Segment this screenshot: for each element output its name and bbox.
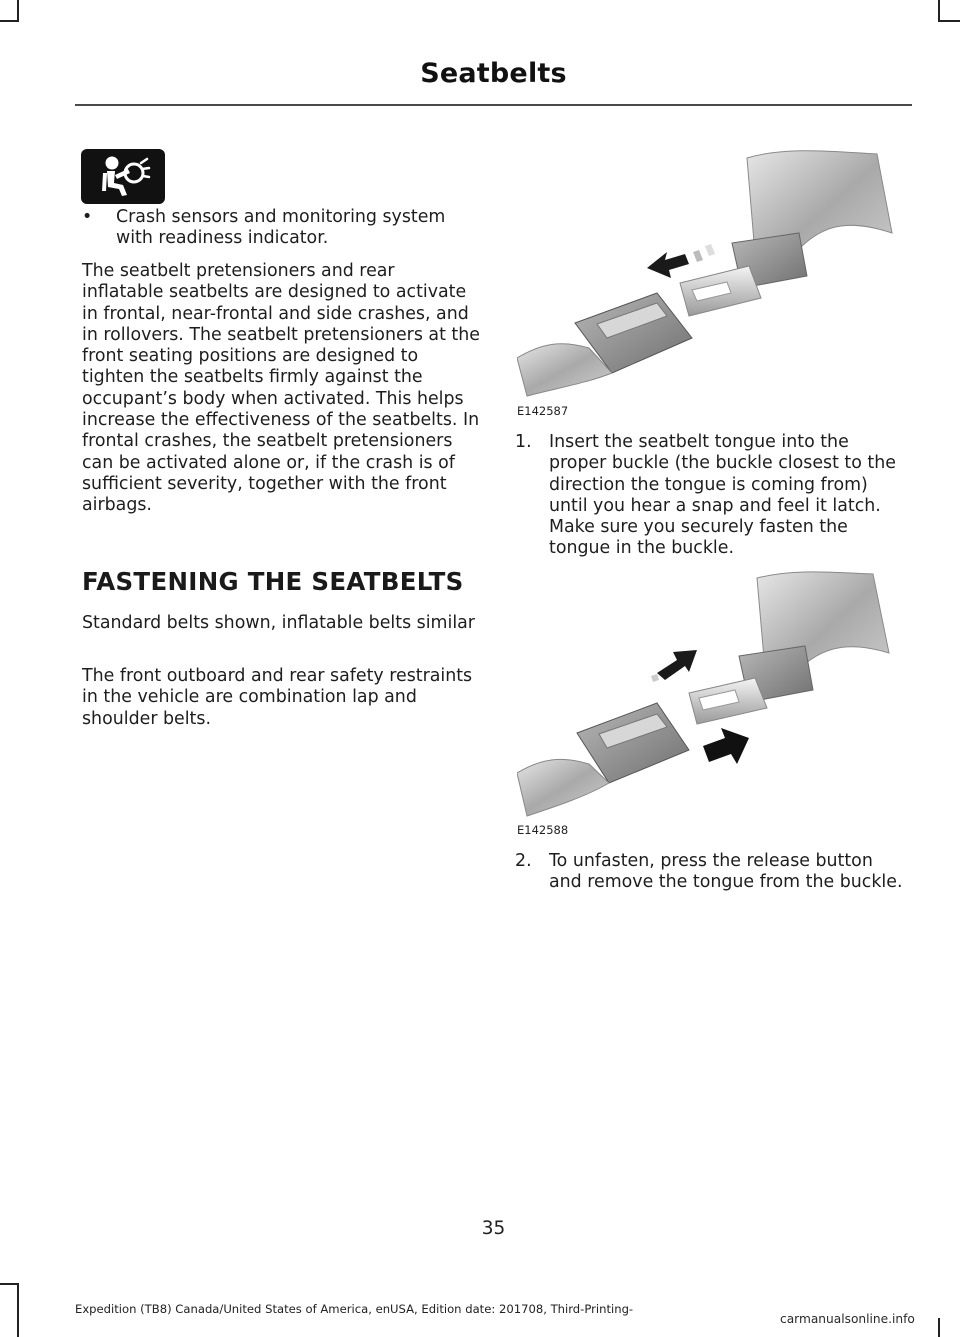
- crop-mark-bottom-left-vertical: [17, 1283, 19, 1337]
- seatbelt-release-illustration: [517, 568, 897, 820]
- crop-mark-top-left-vertical: [17, 0, 19, 22]
- figure-label: E142587: [517, 404, 569, 418]
- paragraph-standard-belts: Standard belts shown, inflatable belts similar: [82, 613, 475, 633]
- header-divider: [75, 104, 912, 106]
- bullet-text: Crash sensors and monitoring system with readiness indicator.: [116, 207, 446, 249]
- section-heading: FASTENING THE SEATBELTS: [82, 567, 464, 596]
- bullet-symbol: •: [82, 207, 93, 227]
- seatbelt-insert-illustration: [517, 148, 897, 400]
- crop-mark-top-right-vertical: [938, 0, 940, 22]
- page-number: 35: [481, 1218, 506, 1239]
- paragraph-pretensioners: The seatbelt pretensioners and rear inflatable seatbelts are designed to activate in frontal, near-frontal and side crashes, and in rollovers. The seatbelt pretensioners at the front seating positions are designed to tighten the seatbelts firmly against the occupant’s body when activated. This helps increase the effectiveness of the seatbelts. In frontal crashes, the seatbelt pretensioners can be activated alone or, if the crash is of sufficient severity, together with the front airbags.: [82, 261, 480, 516]
- airbag-warning-icon: [81, 149, 165, 204]
- figure-label: E142588: [517, 823, 569, 837]
- crop-mark-top-right-horizontal: [938, 20, 960, 22]
- page-title: Seatbelts: [420, 58, 567, 89]
- watermark: carmanualsonline.info: [780, 1312, 915, 1326]
- paragraph-front-outboard: The front outboard and rear safety restraints in the vehicle are combination lap and shoulder belts.: [82, 666, 473, 729]
- crop-mark-bottom-left-horizontal: [0, 1283, 19, 1285]
- step-number: 1.: [515, 432, 532, 452]
- step-number: 2.: [515, 851, 532, 871]
- crop-mark-top-left-horizontal: [0, 20, 19, 22]
- step-text: Insert the seatbelt tongue into the proper buckle (the buckle closest to the direction the tongue is coming from) until you hear a snap and feel it latch. Make sure you securely fasten the tongue in the buckle.: [549, 432, 896, 559]
- crop-mark-bottom-right-vertical: [938, 1318, 940, 1337]
- edition-footer: Expedition (TB8) Canada/United States of America, enUSA, Edition date: 201708, Third-Printing-: [75, 1302, 634, 1316]
- step-text: To unfasten, press the release button and remove the tongue from the buckle.: [549, 851, 903, 893]
